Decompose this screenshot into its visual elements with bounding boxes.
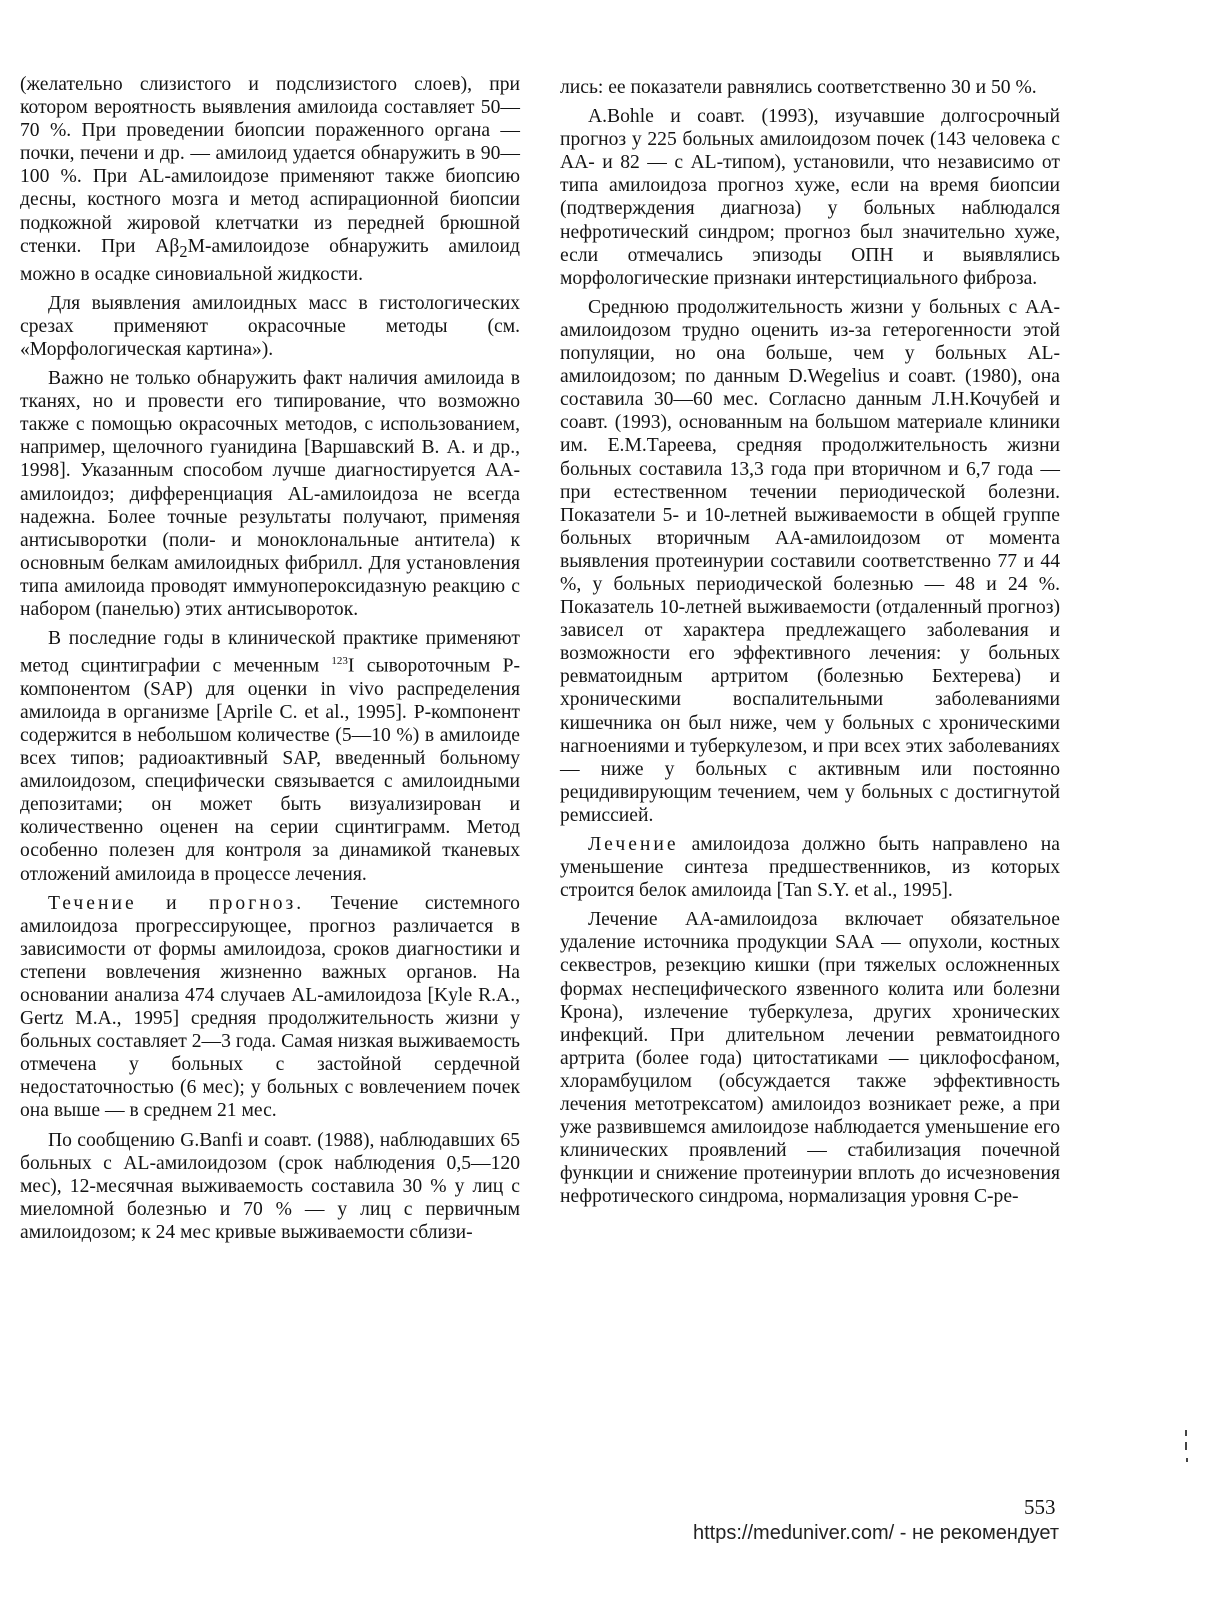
paragraph-prognosis: Течение и прогноз. Течение системного амилоидоза прогрессирующее, прогноз различается в зависимости от формы амилоидоза, сроков диагностики и степени вовлечения жизненно важных органов. На основании анализа 474 случаев AL-амилоидоза [Kyle R.A., Gertz M.A., 1995] средняя продолжительность жизни у больных составляет 2—3 года. Самая низкая выживаемость отмечена у больных с застойной сердечной недостаточностью (6 мес); у больных с вовлечением почек она выше — в среднем 21 мес. (20, 892, 520, 1122)
section-heading-treatment: Лечение (588, 834, 679, 855)
paragraph-survival: Среднюю продолжительность жизни у больных с АА-амилоидозом трудно оценить из-за гетерогенности этой популяции, но она больше, чем у больных AL-амилоидозом; по данным D.Wegelius и соавт. (1980), она составила 30—60 мес. Согласно данным Л.Н.Кочубей и соавт. (1993), основанным на большом материале клиники им. Е.М.Тареева, средняя продолжительность жизни больных составила 13,3 года при вторичном и 6,7 года — при естественном течении периодической болезни. Показатели 5- и 10-летней выживаемости в общей группе больных вторичным АА-амилоидозом от момента выявления протеинурии составили соответственно 77 и 44 %, у больных периодической болезнью — 48 и 24 %. Показатель 10-летней выживаемости (отдаленный прогноз) зависел от характера предлежащего заболевания и возможности его эффективного лечения: у больных ревматоидным артритом (болезнью Бехтерева) и хроническими воспалительными заболеваниями кишечника он был ниже, чем у больных с хроническими нагноениями и туберкулезом, и при всех этих заболеваниях — ниже у больных с активным или постоянно рецидивирующим течением, чем у больных с достигнутой ремиссией. (560, 296, 1060, 826)
scan-margin-mark (1185, 1442, 1187, 1450)
paragraph-aa-treatment: Лечение АА-амилоидоза включает обязательное удаление источника продукции SAA — опухоли, костных секвестров, резекцию кишки (при тяжелых осложненных формах неспецифического язвенного колита или болезни Крона), излечение туберкулеза, других хронических инфекций. При длительном лечении ревматоидного артрита (более года) цитостатиками — циклофосфаном, хлорамбуцилом (обсуждается также эффективность лечения метотрексатом) амилоидоз возникает реже, а при уже развившемся амилоидозе наблюдается уменьшение его клинических проявлений — стабилизация почечной функции и снижение протеинурии вплоть до исчезновения нефротического синдрома, нормализация уровня С-ре- (560, 909, 1060, 1208)
paragraph-scintigraphy: В последние годы в клинической практике применяют метод сцинтиграфии с меченным $^{123}$I сывороточным Р-компонентом (SAP) для оценки in vivo распределения амилоида в организме [Aprile С. et al., 1995]. Р-компонент содержится в небольшом количестве (5—10 %) в амилоиде всех типов; радиоактивный SAP, введенный больному амилоидозом, специфически связывается с амилоидными депозитами; он может быть визуализирован и количественно оценен на серии сцинтиграмм. Метод особенно полезен для контроля за динамикой тканевых отложений амилоида в процессе лечения. (20, 628, 520, 885)
watermark-link[interactable]: https://meduniver.com/ - не рекомендует (693, 1522, 1060, 1544)
paragraph-biopsy: (желательно слизистого и подслизистого слоев), при котором вероятность выявления амилоида составляет 50—70 %. При проведении биопсии пораженного органа — почки, печени и др. — амилоид удается обнаружить в 90—100 %. При AL-амилоидозе применяют также биопсию десны, костного мозга и метод аспирационной биопсии подкожной жировой клетчатки из передней брюшной стенки. При $A\beta_2М$-амилоидозе обнаружить амилоид можно в осадке синовиальной жидкости. (20, 74, 520, 285)
page-number: 553 (1024, 1495, 1056, 1519)
scan-margin-mark (1185, 1430, 1187, 1436)
paragraph-banfi: По сообщению G.Banfi и соавт. (1988), наблюдавших 65 больных с AL-амилоидозом (срок наблюдения 0,5—120 мес), 12-месячная выживаемость составила 30 % у лиц с миеломной болезнью и 70 % — у лиц с первичным амилоидозом; к 24 мес кривые выживаемости сблизи- (20, 1129, 520, 1243)
right-column (560, 76, 1060, 1215)
paragraph-typing: Важно не только обнаружить факт наличия амилоида в тканях, но и провести его типирование, что возможно также с помощью окрасочных методов, с использованием, например, щелочного гуанидина [Варшавский В. А. и др., 1998]. Указанным способом лучше диагностируется АА-амилоидоз; дифференциация AL-амилоидоза не всегда надежна. Более точные результаты получают, применяя антисыворотки (поли- и моноклональные антитела) к основным белкам амилоидных фибрилл. Для установления типа амилоида проводят иммунопероксидазную реакцию с набором (панелью) этих антисывороток. (20, 368, 520, 620)
paragraph-staining: Для выявления амилоидных масс в гистологических срезах применяют окрасочные методы (см. «Морфологическая картина»). (20, 292, 520, 360)
paragraph-bohle: A.Bohle и соавт. (1993), изучавшие долгосрочный прогноз у 225 больных амилоидозом почек (143 человека с АА- и 82 — с AL-типом), установили, что независимо от типа амилоидоза прогноз хуже, если на время биопсии (подтверждения диагноза) у больных наблюдался нефротический синдром; прогноз был значительно хуже, если отмечались эпизоды ОПН и выявлялись морфологические признаки интерстициального фиброза. (560, 106, 1060, 289)
scan-margin-mark (1186, 1458, 1188, 1462)
section-heading-prognosis: Течение и прогноз. (48, 892, 305, 914)
paragraph-treatment: Лечение амилоидоза должно быть направлено на уменьшение синтеза предшественников, из которых строится белок амилоида [Tan S.Y. et al., 1995]. (560, 834, 1060, 902)
left-column (20, 73, 520, 1250)
paragraph-continuation: лись: ее показатели равнялись соответственно 30 и 50 %. (560, 77, 1037, 98)
